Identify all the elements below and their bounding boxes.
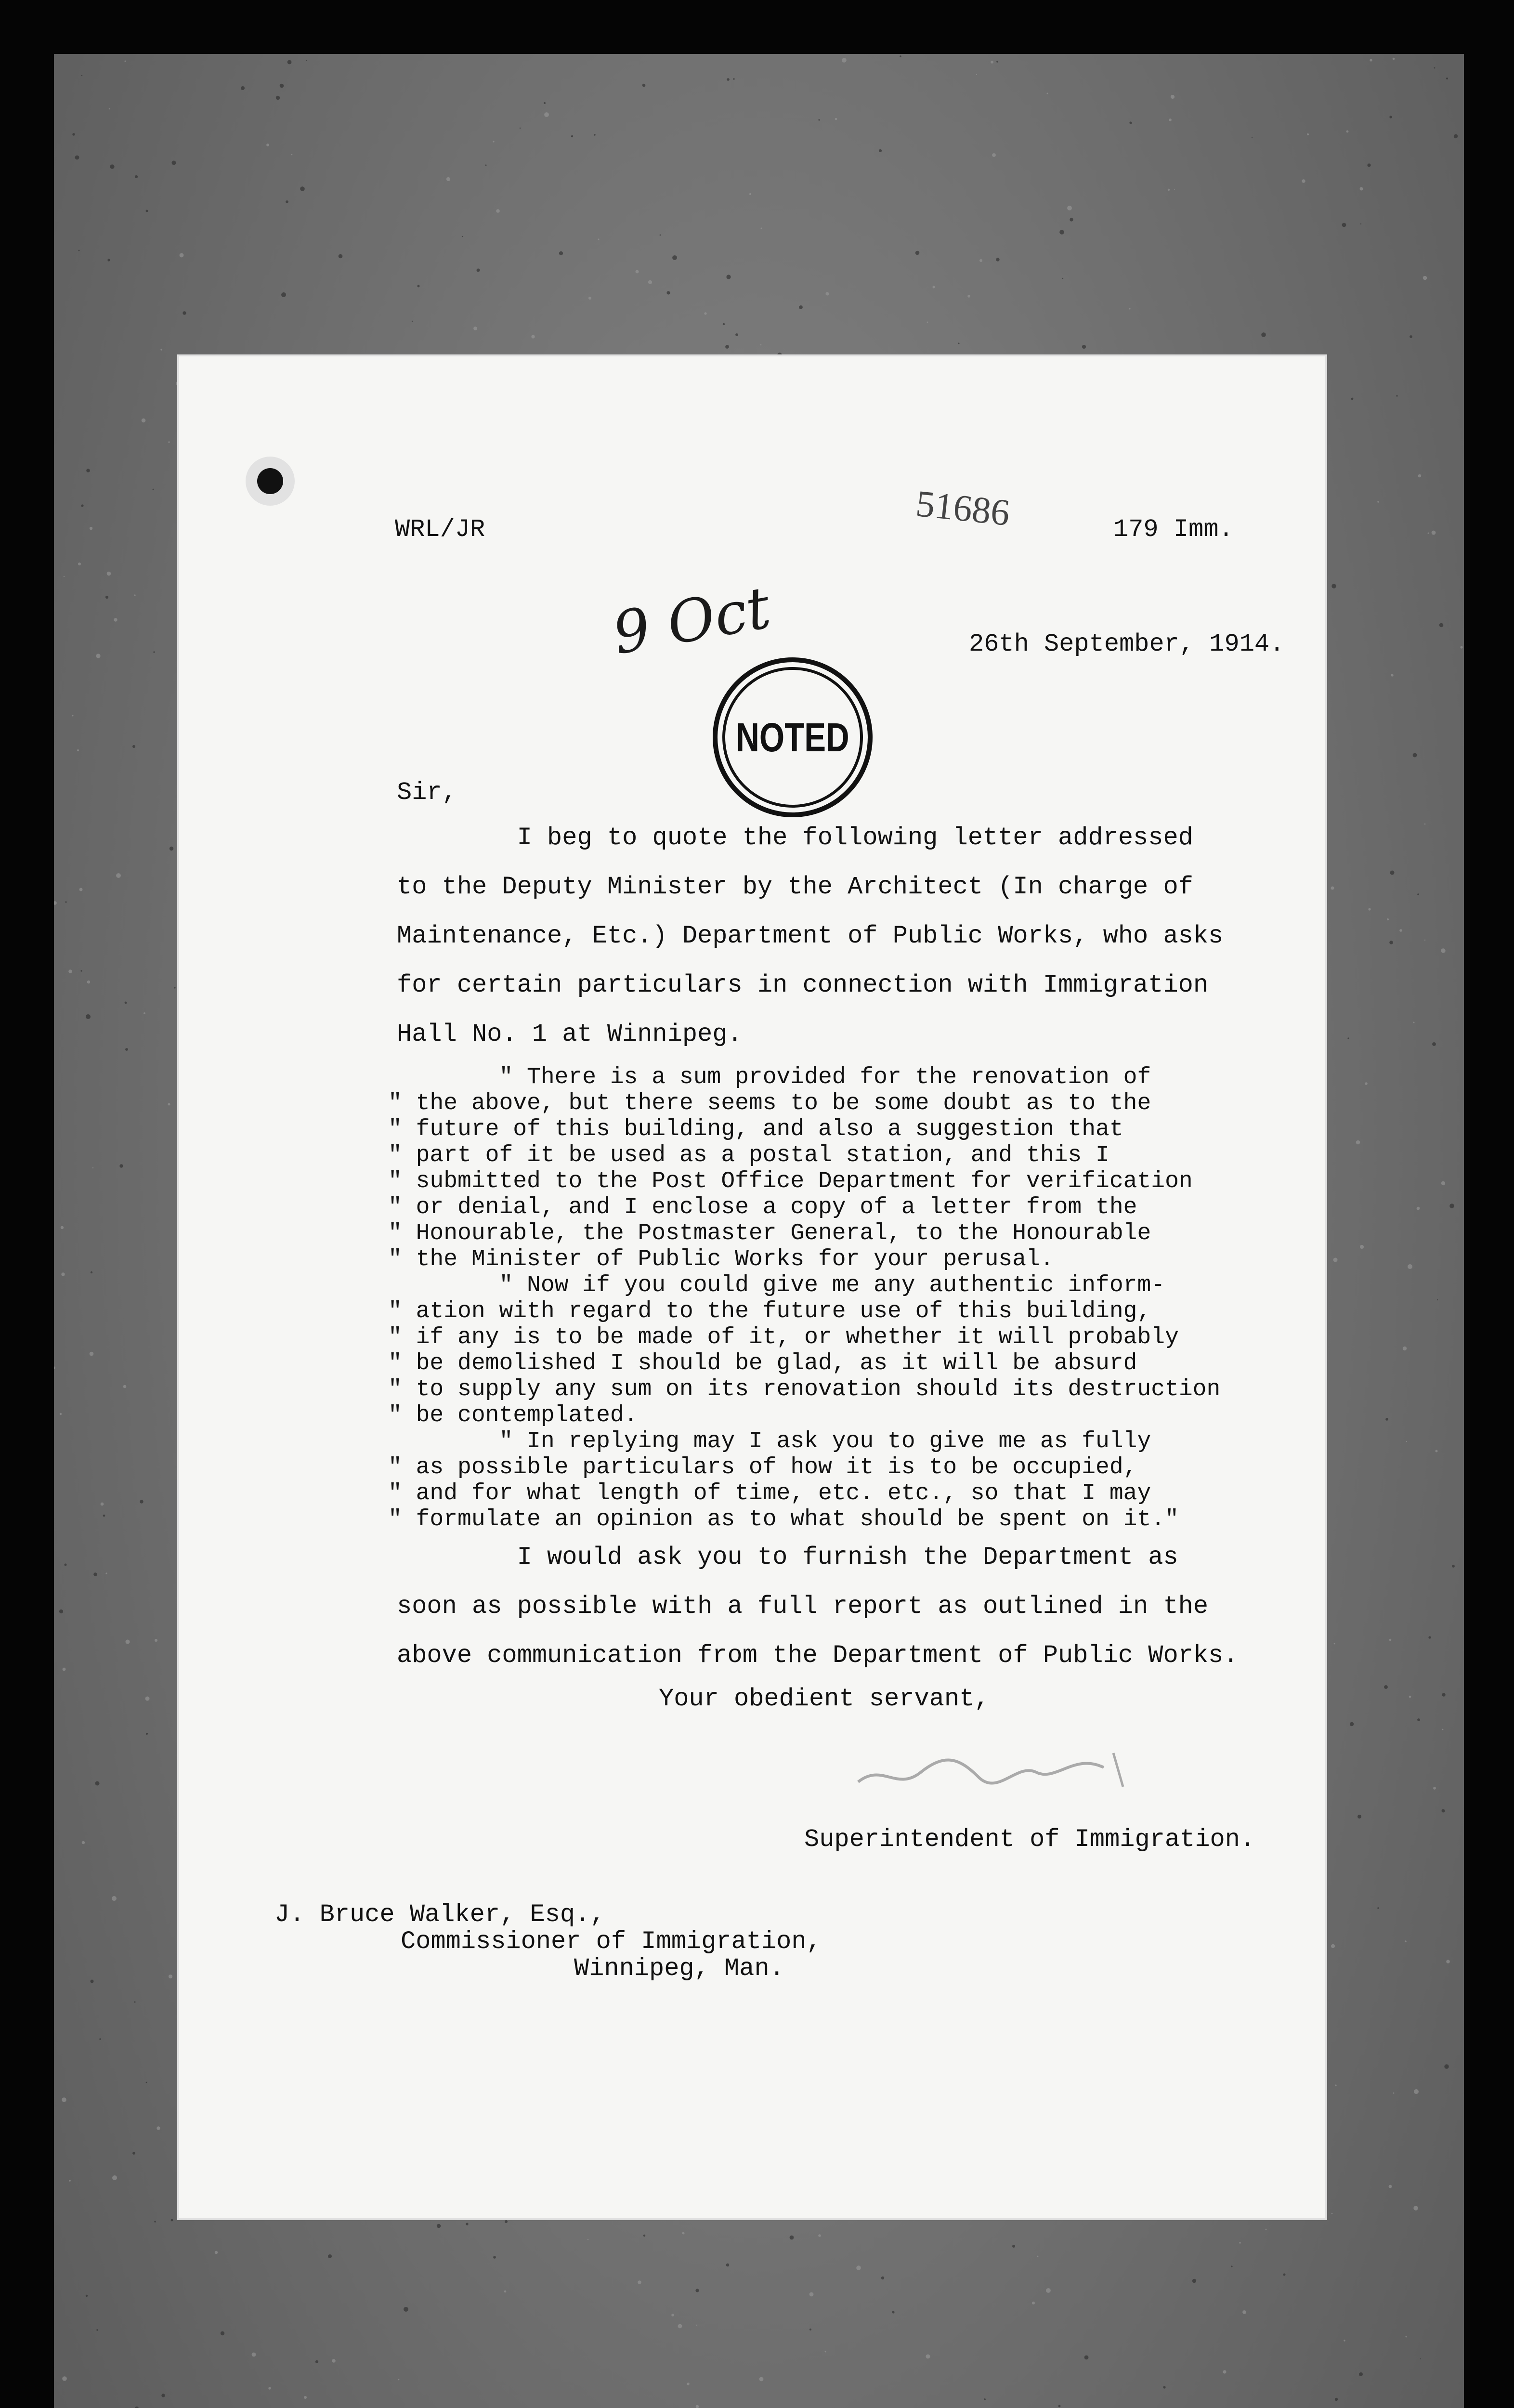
salutation: Sir, — [397, 778, 457, 807]
quoted-line: " There is a sum provided for the renovation of — [388, 1064, 1151, 1090]
body-line: for certain particulars in connection with Immigration — [397, 971, 1209, 999]
complimentary-close: Your obedient servant, — [659, 1685, 990, 1713]
quoted-line: " Honourable, the Postmaster General, to the Honourable — [388, 1220, 1151, 1246]
handwritten-date-note: 9 Oct — [608, 574, 775, 668]
file-number: 51686 — [914, 482, 1012, 534]
closing-line: above communication from the Department of Public Works. — [397, 1641, 1239, 1670]
body-line: Maintenance, Etc.) Department of Public Works, who asks — [397, 922, 1224, 950]
body-line: Hall No. 1 at Winnipeg. — [397, 1020, 743, 1048]
quoted-line: " to supply any sum on its renovation should its destruction — [388, 1376, 1221, 1402]
quoted-line: " be contemplated. — [388, 1402, 638, 1428]
letter-page — [179, 356, 1325, 2218]
reference-initials: WRL/JR — [395, 515, 485, 544]
quoted-line: " future of this building, and also a suggestion that — [388, 1116, 1123, 1142]
closing-line: I would ask you to furnish the Department as — [397, 1543, 1178, 1571]
noted-stamp — [713, 657, 873, 817]
quoted-line: " part of it be used as a postal station, and this I — [388, 1142, 1109, 1168]
recipient-place: Winnipeg, Man. — [574, 1954, 784, 1983]
signature-mark — [853, 1743, 1142, 1801]
quoted-line: " submitted to the Post Office Department for verification — [388, 1168, 1193, 1194]
quoted-line: " the above, but there seems to be some doubt as to the — [388, 1090, 1151, 1116]
quoted-line: " the Minister of Public Works for your perusal. — [388, 1246, 1054, 1272]
quoted-line: " In replying may I ask you to give me as fully — [388, 1428, 1151, 1454]
quoted-line: " be demolished I should be glad, as it will be absurd — [388, 1350, 1137, 1376]
body-line: to the Deputy Minister by the Architect (In charge of — [397, 873, 1193, 901]
recipient-name: J. Bruce Walker, Esq., — [274, 1900, 605, 1929]
quoted-line: " or denial, and I enclose a copy of a letter from the — [388, 1194, 1137, 1220]
letter-date: 26th September, 1914. — [969, 630, 1285, 658]
quoted-line: " and for what length of time, etc. etc., so that I may — [388, 1480, 1151, 1506]
signature-title: Superintendent of Immigration. — [804, 1825, 1255, 1854]
punch-hole — [257, 468, 283, 494]
quoted-line: " Now if you could give me any authentic inform- — [388, 1272, 1165, 1298]
quoted-line: " as possible particulars of how it is to be occupied, — [388, 1454, 1137, 1480]
body-line: I beg to quote the following letter addressed — [397, 824, 1193, 852]
quoted-line: " if any is to be made of it, or whether it will probably — [388, 1324, 1179, 1350]
file-reference: 179 Imm. — [1113, 515, 1234, 544]
closing-line: soon as possible with a full report as outlined in the — [397, 1592, 1209, 1621]
recipient-title: Commissioner of Immigration, — [401, 1927, 822, 1956]
quoted-line: " ation with regard to the future use of this building, — [388, 1298, 1151, 1324]
quoted-line: " formulate an opinion as to what should be spent on it." — [388, 1506, 1179, 1532]
stamp-text: NOTED — [736, 714, 849, 760]
